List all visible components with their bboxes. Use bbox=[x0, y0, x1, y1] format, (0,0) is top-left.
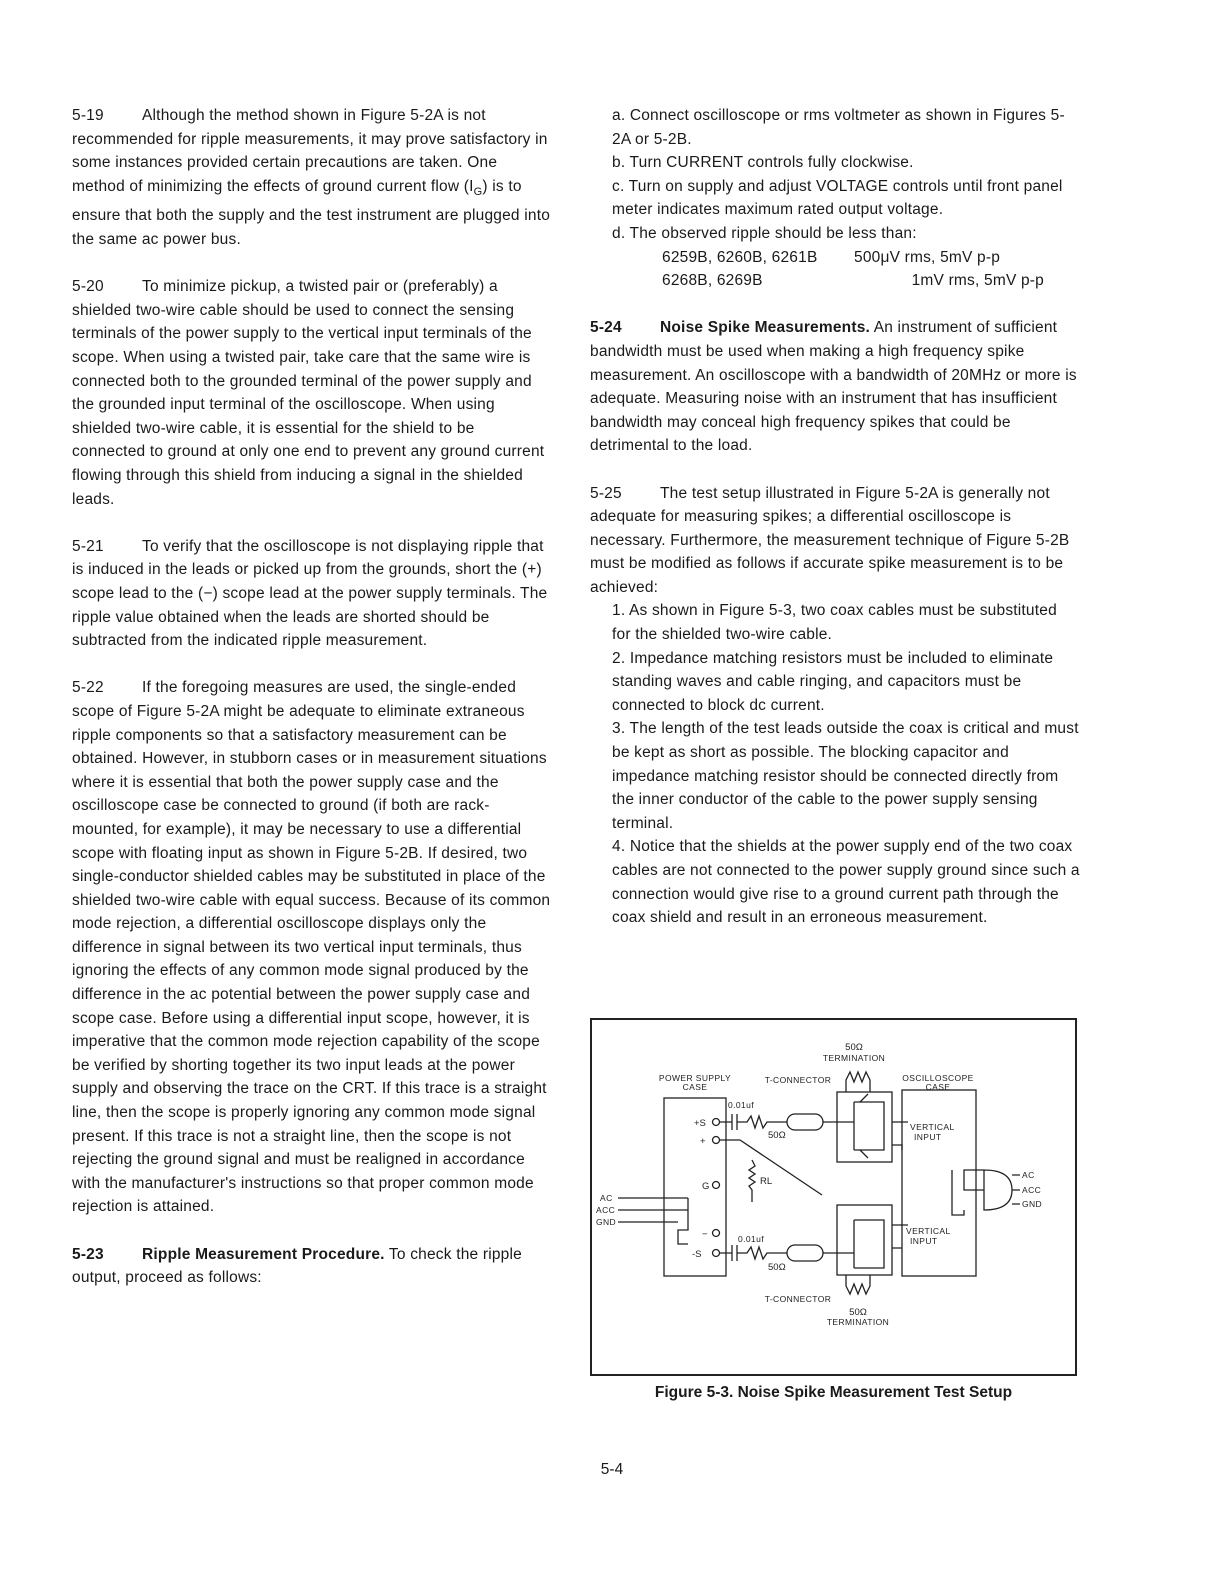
left-column bbox=[72, 104, 552, 1313]
sense-plus-lead bbox=[720, 1140, 822, 1195]
procedure-step-c: c. Turn on supply and adjust VOLTAGE controls until front panel meter indicates maximum rated output voltage. bbox=[612, 177, 1063, 219]
spec-value: 1mV rms, 5mV p-p bbox=[911, 272, 1044, 290]
label-t-connector-top: T-CONNECTOR bbox=[764, 1075, 832, 1085]
termination-resistor-bottom bbox=[846, 1275, 870, 1294]
label-cap-bottom: 0.01uf bbox=[738, 1234, 765, 1244]
label-ac-left: AC bbox=[600, 1193, 613, 1203]
label-vertical-input-top-2: INPUT bbox=[914, 1132, 942, 1142]
load-resistor bbox=[749, 1160, 755, 1202]
list-item-2: 2. Impedance matching resistors must be included to eliminate standing waves and cable ringing, and capacitors must be connected to block dc current. bbox=[612, 649, 1054, 714]
label-termination-top: TERMINATION bbox=[822, 1053, 886, 1063]
label-ac-right: AC bbox=[1022, 1170, 1035, 1180]
label-res-bottom: 50Ω bbox=[768, 1262, 786, 1273]
coax-bottom-inner bbox=[823, 1220, 884, 1268]
cap-res-bottom bbox=[720, 1245, 787, 1261]
vertical-input-bottom-lead bbox=[892, 1225, 908, 1248]
label-oscilloscope-case: OSCILLOSCOPE bbox=[902, 1073, 974, 1083]
test-setup-schematic bbox=[592, 1020, 1075, 1374]
label-plus-s: +S bbox=[694, 1118, 706, 1129]
label-acc-left: ACC bbox=[596, 1205, 616, 1215]
paragraph-5-25: 5-25 The test setup illustrated in Figure 5-2A is generally not adequate for measuring spikes; a differential oscilloscope is necessary. Furthermore, the measurement technique of Figure 5-2B must be modified as follows if accurate spike measurement is to be achieved: bbox=[590, 482, 1080, 600]
section-heading: Ripple Measurement Procedure. bbox=[142, 1245, 385, 1263]
label-oscilloscope-case-2: CASE bbox=[925, 1082, 951, 1092]
label-termination-bottom-value: 50Ω bbox=[849, 1307, 867, 1318]
oscilloscope-case bbox=[902, 1090, 976, 1276]
paragraph-5-20: 5-20 To minimize pickup, a twisted pair or (preferably) a shielded two-wire cable should be used to connect the sensing terminals of the power supply to the vertical input terminals of the scope. When using a twisted pair, take care that the same wire is connected both to the grounded terminal of the power supply and the grounded input terminal of the oscilloscope. When using shielded two-wire cable, it is essential for the shield to be connected to ground at only one end to prevent any ground current flowing through this shield from inducing a signal in the shielded leads. bbox=[72, 275, 552, 511]
spec-value: 500μV rms, 5mV p-p bbox=[854, 248, 1001, 266]
coax-top bbox=[787, 1114, 823, 1130]
paragraph-number: 5-19 bbox=[72, 107, 104, 124]
label-acc-right: ACC bbox=[1022, 1185, 1042, 1195]
list-item-4: 4. Notice that the shields at the power supply end of the two coax cables are not connected to the power supply ground since such a connection would give rise to a ground current path through the coax shield and result in an erroneous measurement. bbox=[612, 838, 1080, 927]
scope-ac-plug bbox=[964, 1170, 1012, 1210]
paragraph-5-24: 5-24 Noise Spike Measurements. An instrument of sufficient bandwidth must be used when making a high frequency spike measurement. An oscilloscope with a bandwidth of 20MHz or more is adequate. Measuring noise with an instrument that has insufficient bandwidth may conceal high frequency spikes that could be detrimental to the load. bbox=[590, 316, 1080, 458]
label-gnd-right: GND bbox=[1022, 1199, 1043, 1209]
paragraph-number: 5-20 bbox=[72, 278, 104, 296]
ripple-spec-row bbox=[590, 246, 1080, 270]
label-power-supply-case: POWER SUPPLY bbox=[658, 1073, 732, 1083]
page-number: 5-4 bbox=[600, 1461, 624, 1478]
label-minus: − bbox=[702, 1229, 708, 1240]
paragraph-number: 5-24 bbox=[590, 319, 622, 337]
paragraph-number: 5-25 bbox=[590, 484, 622, 502]
cap-res-top bbox=[720, 1114, 787, 1130]
paragraph-number: 5-21 bbox=[72, 537, 104, 555]
figure-5-3-diagram bbox=[590, 1018, 1077, 1376]
label-vertical-input-top: VERTICAL bbox=[910, 1122, 955, 1132]
list-item-1: 1. As shown in Figure 5-3, two coax cables must be substituted for the shielded two-wire cable. bbox=[612, 602, 1057, 644]
label-rl: RL bbox=[760, 1176, 773, 1187]
paragraph-5-19: 5-19 Although the method shown in Figure 5-2A is not recommended for ripple measurements, it may prove satisfactory in some instances provided certain precautions are taken. One method of minimizing the effects of ground current flow $(I_G)$ is to ensure that both the supply and the test instrument are plugged into the same ac power bus. bbox=[72, 104, 552, 252]
coax-top-inner bbox=[823, 1094, 884, 1158]
terminal-plus-s bbox=[713, 1119, 720, 1126]
procedure-step-b: b. Turn CURRENT controls fully clockwise. bbox=[612, 154, 914, 172]
scope-ac-lines bbox=[952, 1170, 1020, 1215]
label-gnd-left: GND bbox=[596, 1217, 617, 1227]
section-heading: Noise Spike Measurements. bbox=[660, 319, 871, 337]
spec-models: 6259B, 6260B, 6261B bbox=[662, 248, 818, 266]
terminal-minus-s bbox=[713, 1250, 720, 1257]
label-cap-top: 0.01uf bbox=[728, 1100, 755, 1110]
label-vertical-input-bottom-2: INPUT bbox=[910, 1236, 938, 1246]
procedure-step-a: a. Connect oscilloscope or rms voltmeter as shown in Figures 5-2A or 5-2B. bbox=[612, 107, 1065, 148]
spec-models: 6268B, 6269B bbox=[662, 272, 763, 290]
label-power-supply-case-2: CASE bbox=[682, 1082, 708, 1092]
right-column bbox=[590, 104, 1080, 930]
power-supply-ac-input bbox=[618, 1198, 688, 1244]
paragraph-5-21: 5-21 To verify that the oscilloscope is not displaying ripple that is induced in the leads or picked up from the grounds, short the (+) scope lead to the (−) scope lead at the power supply terminals. The ripple value obtained when the leads are shorted should be subtracted from the indicated ripple measurement. bbox=[72, 535, 552, 653]
coax-bottom bbox=[787, 1245, 823, 1261]
label-plus: + bbox=[700, 1136, 706, 1147]
paragraph-number: 5-22 bbox=[72, 679, 104, 697]
procedure-step-d: d. The observed ripple should be less than: bbox=[612, 224, 917, 242]
figure-caption: Figure 5-3. Noise Spike Measurement Test Setup bbox=[654, 1384, 1013, 1401]
label-g: G bbox=[702, 1181, 710, 1192]
ripple-spec-row bbox=[590, 269, 1080, 293]
label-termination-top-value: 50Ω bbox=[845, 1042, 863, 1053]
label-minus-s: -S bbox=[692, 1249, 702, 1260]
label-t-connector-bottom: T-CONNECTOR bbox=[764, 1294, 832, 1304]
label-vertical-input-bottom: VERTICAL bbox=[906, 1226, 951, 1236]
paragraph-number: 5-23 bbox=[72, 1245, 104, 1263]
vertical-input-top-lead bbox=[892, 1122, 908, 1150]
terminal-plus bbox=[713, 1137, 720, 1144]
termination-resistor-top bbox=[846, 1072, 870, 1092]
label-res-top: 50Ω bbox=[768, 1130, 786, 1141]
paragraph-5-22: 5-22 If the foregoing measures are used, the single-ended scope of Figure 5-2A might be adequate to eliminate extraneous ripple components so that a satisfactory measurement can be obtained. However, in stubborn cases or in measurement situations where it is essential that both the power supply case and the oscilloscope case be connected to ground (if both are rack-mounted, for example), it may be necessary to use a differential scope with floating input as shown in Figure 5-2B. If desired, two single-conductor shielded cables may be substituted in place of the shielded two-wire cable with equal success. Because of its common mode rejection, a differential oscilloscope displays only the difference in signal between its two vertical input terminals, thus ignoring the effects of any common mode signal produced by the difference in the ac potential between the power supply case and scope case. Before using a differential input scope, however, it is imperative that the common mode rejection capability of the scope be verified by shorting together its two input leads at the power supply and observing the trace on the CRT. If this trace is a straight line, then the scope is properly ignoring any common mode signal present. If this trace is not a straight line, then the scope is not rejecting the ground signal and must be realigned in accordance with the manufacturer's instructions so that proper common mode rejection is attained. bbox=[72, 676, 552, 1219]
paragraph-5-23: 5-23 Ripple Measurement Procedure. To check the ripple output, proceed as follows: bbox=[72, 1243, 552, 1290]
list-item-3: 3. The length of the test leads outside the coax is critical and must be kept as short as possible. The blocking capacitor and impedance matching resistor should be connected directly from the inner conductor of the cable to the power supply sensing terminal. bbox=[612, 720, 1079, 832]
label-termination-bottom: TERMINATION bbox=[826, 1317, 890, 1327]
terminal-minus bbox=[713, 1230, 720, 1237]
terminal-g bbox=[713, 1182, 720, 1189]
